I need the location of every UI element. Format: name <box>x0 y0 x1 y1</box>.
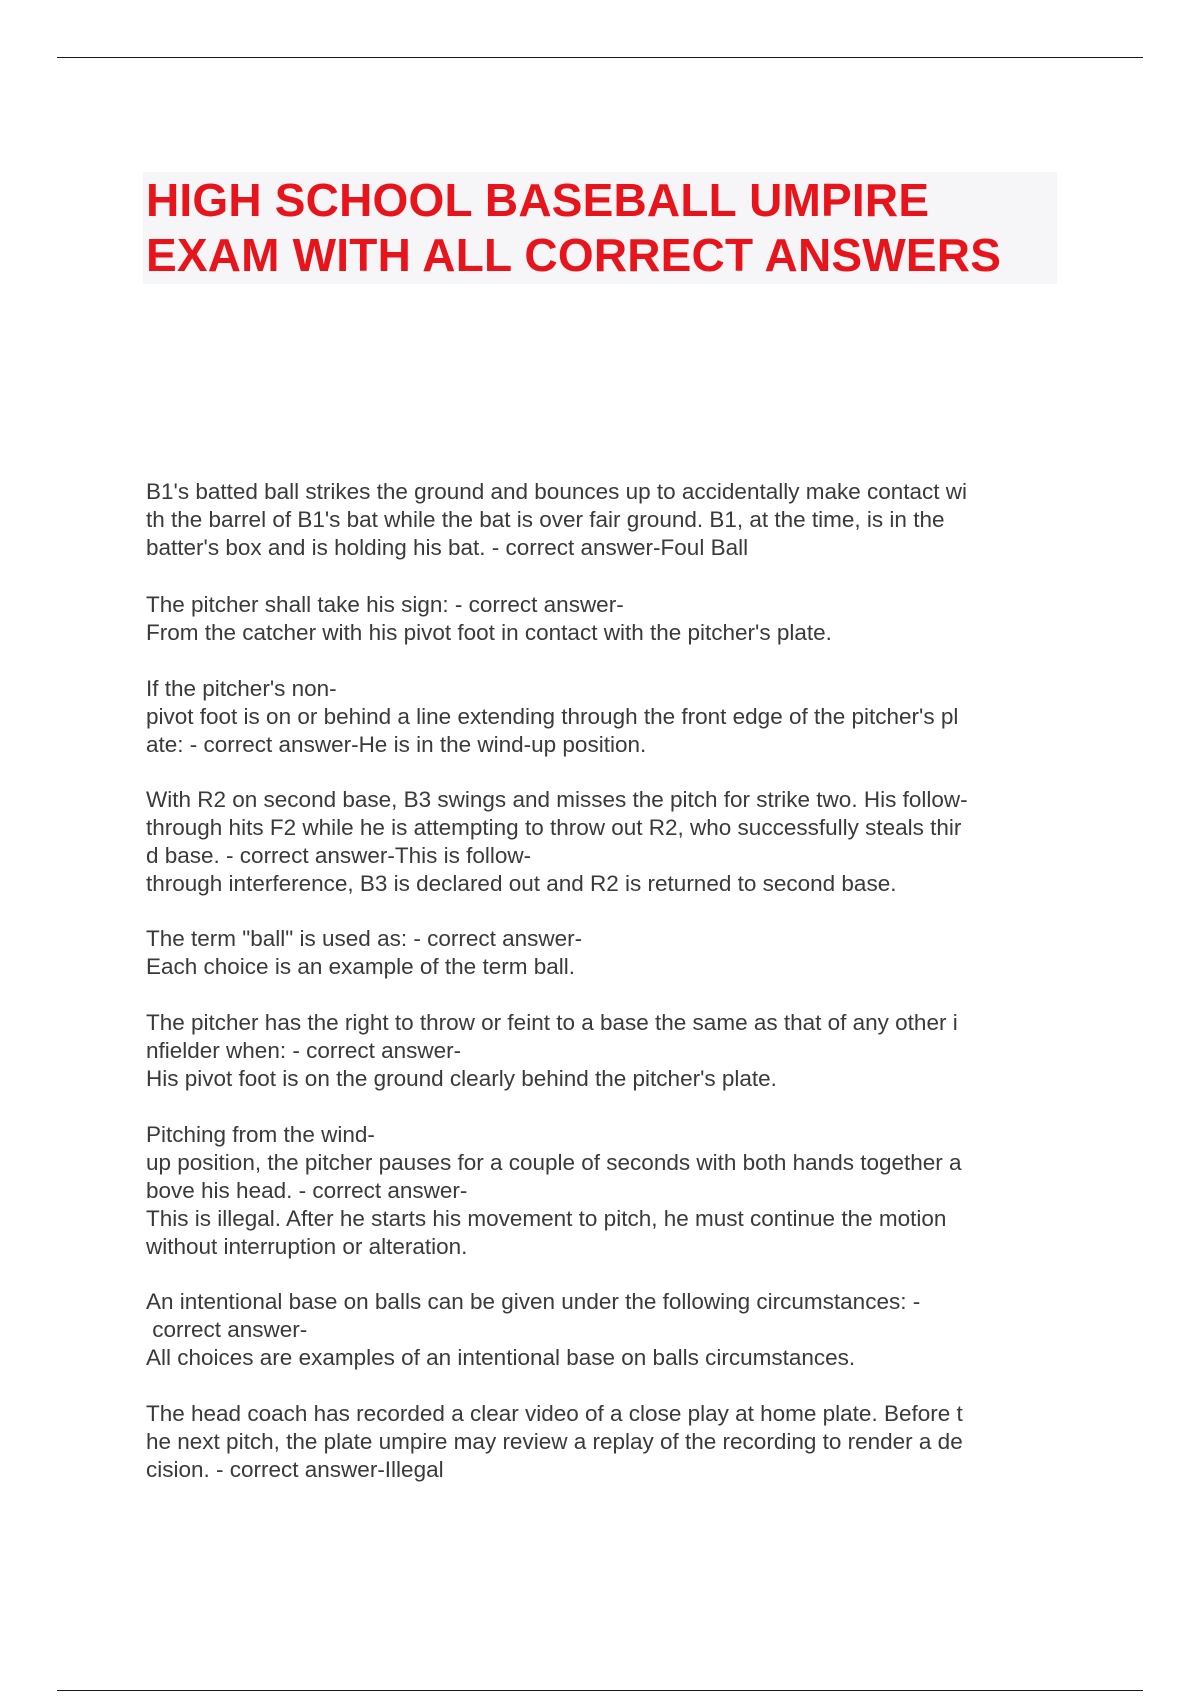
qa-line: Each choice is an example of the term ball. <box>146 954 575 979</box>
qa-line: bove his head. - correct answer- <box>146 1178 468 1203</box>
qa-line: pivot foot is on or behind a line extending through the front edge of the pitcher's pl <box>146 704 959 729</box>
qa-line: With R2 on second base, B3 swings and misses the pitch for strike two. His follow- <box>146 787 968 812</box>
document-title-line-1: HIGH SCHOOL BASEBALL UMPIRE <box>146 174 930 226</box>
qa-line: The pitcher has the right to throw or feint to a base the same as that of any other i <box>146 1010 958 1035</box>
qa-line: up position, the pitcher pauses for a couple of seconds with both hands together a <box>146 1150 962 1175</box>
qa-item <box>146 1009 1066 1093</box>
qa-item <box>146 591 1066 647</box>
qa-line: he next pitch, the plate umpire may review a replay of the recording to render a de <box>146 1429 963 1454</box>
qa-line: nfielder when: - correct answer- <box>146 1038 462 1063</box>
qa-item <box>146 925 1066 981</box>
qa-line: All choices are examples of an intentional base on balls circumstances. <box>146 1345 856 1370</box>
top-rule <box>57 57 1143 58</box>
qa-line: An intentional base on balls can be given under the following circumstances: - <box>146 1289 921 1314</box>
qa-item <box>146 1400 1066 1484</box>
qa-line: This is illegal. After he starts his movement to pitch, he must continue the motion <box>146 1206 947 1231</box>
qa-item <box>146 478 1066 562</box>
qa-line: If the pitcher's non- <box>146 676 337 701</box>
qa-line: through hits F2 while he is attempting to throw out R2, who successfully steals thir <box>146 815 962 840</box>
document-title-line-2: EXAM WITH ALL CORRECT ANSWERS <box>146 229 1002 281</box>
qa-line: B1's batted ball strikes the ground and bounces up to accidentally make contact wi <box>146 479 968 504</box>
qa-item <box>146 1288 1066 1372</box>
qa-line: th the barrel of B1's bat while the bat is over fair ground. B1, at the time, is in the <box>146 507 945 532</box>
qa-line: correct answer- <box>146 1317 308 1342</box>
qa-line: From the catcher with his pivot foot in contact with the pitcher's plate. <box>146 620 832 645</box>
qa-line: The pitcher shall take his sign: - correct answer- <box>146 592 624 617</box>
qa-item <box>146 675 1066 759</box>
qa-line: without interruption or alteration. <box>146 1234 468 1259</box>
qa-line: ate: - correct answer-He is in the wind-up position. <box>146 732 647 757</box>
qa-line: d base. - correct answer-This is follow- <box>146 843 532 868</box>
bottom-rule <box>57 1690 1143 1691</box>
qa-item <box>146 1121 1066 1261</box>
qa-line: batter's box and is holding his bat. - correct answer-Foul Ball <box>146 535 749 560</box>
qa-line: His pivot foot is on the ground clearly behind the pitcher's plate. <box>146 1066 777 1091</box>
qa-line: The head coach has recorded a clear video of a close play at home plate. Before t <box>146 1401 963 1426</box>
qa-line: through interference, B3 is declared out and R2 is returned to second base. <box>146 871 897 896</box>
qa-line: cision. - correct answer-Illegal <box>146 1457 444 1482</box>
qa-line: The term "ball" is used as: - correct answer- <box>146 926 583 951</box>
qa-line: Pitching from the wind- <box>146 1122 375 1147</box>
qa-item <box>146 786 1066 898</box>
